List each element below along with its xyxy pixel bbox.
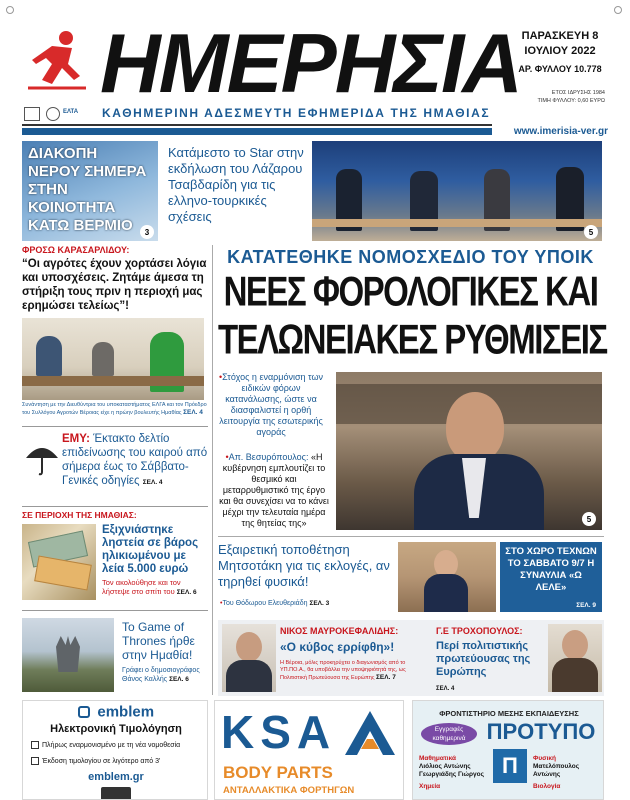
thrones-photo: [22, 618, 114, 692]
main-divider: [218, 536, 604, 537]
mitsotakis-headline[interactable]: Εξαιρετική τοποθέτηση Μητσοτάκη για τις εκλογές, αν τηρηθεί φυσικά!: [218, 542, 390, 589]
protypo-right: [533, 755, 603, 791]
person-silhouette: [36, 336, 62, 376]
weather-block[interactable]: [62, 432, 208, 490]
masthead-price: ΤΙΜΗ ΦΥΛΛΟΥ: 0,60 ΕΥΡΩ: [537, 98, 605, 104]
protypo-badge: Εγγραφές καθημερινά: [421, 723, 477, 745]
weather-text: Έκτακτο δελτίο επιδείνωσης του καιρού από σήμερα έως το Σάββατο-Γενικές οδηγίες: [62, 433, 208, 487]
left-divider: [22, 610, 208, 611]
trochopoulos-headline[interactable]: Περί πολιτιστικής πρωτεύουσας της Ευρώπης: [436, 640, 531, 678]
ksa-line-1: BODY PARTS: [223, 763, 333, 782]
masthead-website: www.imerisia-ver.gr: [513, 126, 608, 137]
main-headline-1[interactable]: ΝΕΕΣ ΦΟΡΟΛΟΓΙΚΕΣ ΚΑΙ: [223, 268, 598, 315]
concert-text: ΣΤΟ ΧΩΡΟ ΤΕΧΝΩΝ ΤΟ ΣΑΒΒΑΤΟ 9/7 Η ΣΥΝΑΥΛΙΑ «Ω ΛΕΛΕ»: [505, 546, 597, 593]
person-silhouette: [92, 342, 114, 376]
main-bullet-1: [218, 372, 324, 438]
teaser-star[interactable]: [162, 141, 310, 241]
farmers-meeting-photo: [22, 318, 204, 400]
person-suit: [226, 660, 272, 692]
main-bullet-2-text: «Η κυβέρνηση εμπλουτίζει το θεσμικό και μεταρρυθμιστικό της έργο και θα συνεχίσει να το κάνει μέχρι την τελευταία ημέρα της θητείας της»: [219, 452, 329, 528]
page-number-badge: 5: [582, 512, 596, 526]
thrones-headline[interactable]: To Game of Thrones ήρθε στην Ημαθία!: [122, 620, 195, 662]
mavrokefalidis-headline[interactable]: «Ο κύβος ερρίφθη»!: [280, 640, 395, 654]
elta-logo: ΕΛΤΑ: [63, 109, 79, 115]
left-divider: [22, 506, 208, 507]
minister-photo: [336, 372, 602, 530]
column-divider: [212, 245, 213, 695]
trochopoulos-name: Γ.Ε ΤΡΟΧΟΠΟΥΛΟΣ:: [436, 626, 523, 636]
masthead-tagline: ΚΑΘΗΜΕΡΙΝΗ ΑΔΕΣΜΕΥΤΗ ΕΦΗΜΕΡΙΔΑ ΤΗΣ ΗΜΑΘΙΑΣ: [102, 106, 491, 120]
masthead-title: ΗΜΕΡΗΣΙΑ: [100, 16, 521, 110]
protypo-right-label-2: Βιολογία: [533, 783, 561, 790]
money-photo: [22, 524, 96, 600]
emblem-ad[interactable]: [22, 700, 208, 800]
robbery-kicker: ΣΕ ΠΕΡΙΟΧΗ ΤΗΣ ΗΜΑΘΙΑΣ:: [22, 510, 137, 520]
left-divider: [22, 426, 208, 427]
masthead-rule-blue: [22, 128, 492, 135]
minister-head: [446, 392, 504, 462]
protypo-bottom-label: Χημεία: [419, 783, 441, 790]
ksa-brand: KSA: [221, 706, 337, 758]
emblem-line-1: [31, 741, 207, 749]
protypo-right-label-1: Φυσική: [533, 755, 556, 762]
farmers-sel: ΣΕΛ. 4: [183, 409, 203, 416]
protypo-header: ΦΡΟΝΤΙΣΤΗΡΙΟ ΜΕΣΗΣ ΕΚΠΑΙΔΕΥΣΗΣ: [439, 709, 579, 718]
emblem-logo-block: [23, 703, 208, 721]
main-bullet-2-label: Απ. Βεσυρόπουλος:: [228, 452, 309, 462]
concert-box[interactable]: [500, 542, 602, 612]
runner-logo-icon: [22, 28, 92, 98]
weather-sel: ΣΕΛ. 4: [142, 479, 163, 486]
farmers-caption: [22, 402, 210, 417]
protypo-logo-icon: Π: [493, 749, 527, 783]
masthead: [0, 0, 630, 140]
main-headline-2[interactable]: ΤΕΛΩΝΕΙΑΚΕΣ ΡΥΘΜΙΣΕΙΣ: [218, 316, 607, 363]
main-bullet-1-text: Στόχος η εναρμόνιση των ειδικών φόρων κατανάλωσης, ώστε να διασφαλιστεί η ορθή λειτουργία της εσωτερικής αγοράς: [219, 372, 323, 437]
thrones-text: Γράφει ο δημοσιογράφος Θάνος Καλλής: [122, 667, 200, 683]
laptop-icon: [101, 787, 131, 800]
weather-label: ΕΜΥ:: [62, 433, 90, 445]
conference-photo: [312, 141, 602, 241]
mavrokefalidis-text-block: [280, 660, 430, 682]
stage-table: [312, 219, 602, 227]
masthead-rule-top: [22, 124, 492, 126]
farmers-author: ΦΡΟΣΩ ΚΑΡΑΣΑΡΛΙΔΟΥ:: [22, 245, 130, 255]
trochopoulos-photo: [548, 624, 602, 692]
person-head: [236, 632, 262, 662]
protypo-right-names-1: Ματελόπουλος Αντώνης: [533, 763, 580, 778]
ksa-ad[interactable]: [214, 700, 404, 800]
ksa-line-2: ΑΝΤΑΛΛΑΚΤΙΚΑ ΦΟΡΤΗΓΩΝ: [223, 785, 355, 796]
masthead-day: ΠΑΡΑΣΚΕΥΗ 8: [521, 30, 599, 42]
protypo-ad[interactable]: [412, 700, 604, 800]
mavrokefalidis-photo: [222, 624, 276, 692]
robbery-text: Τον ακολούθησε και τον λήστεψε στο σπίτι του: [102, 578, 181, 596]
concert-sel: ΣΕΛ. 9: [576, 602, 596, 609]
emblem-line-1-text: Πλήρως εναρμονισμένο με τη νέα νομοθεσία: [42, 741, 181, 749]
main-bullet-2: [218, 452, 330, 529]
farmers-quote[interactable]: “Οι αγρότες έχουν χορτάσει λόγια και υποσχέσεις. Ζητάμε άμεσα τη στήριξη τους πριν η περιοχή μας ερημώσει τελείως”!: [22, 258, 207, 312]
mitsotakis-byline: Του Θόδωρου Ελευθεριάδη: [222, 600, 308, 607]
page-number-badge: 3: [140, 225, 154, 239]
page-number-badge: 5: [584, 225, 598, 239]
masthead-founded: ΕΤΟΣ ΙΔΡΥΣΗΣ 1984: [551, 90, 605, 96]
protypo-left-label: Μαθηματικά: [419, 755, 456, 762]
robbery-text-block: [102, 578, 210, 597]
main-kicker: ΚΑΤΑΤΕΘΗΚΕ ΝΟΜΟΣΧΕΔΙΟ ΤΟΥ ΥΠΟΙΚ: [227, 247, 594, 267]
protypo-left: [419, 755, 491, 791]
robbery-sel: ΣΕΛ. 6: [176, 589, 197, 596]
bullet-marker: •: [219, 372, 223, 382]
checkbox-icon: [31, 757, 39, 765]
person-suit: [424, 574, 468, 612]
robbery-headline[interactable]: Εξιχνιάστηκε ληστεία σε βάρος ηλικιωμένου με λεία 5.000 ευρώ: [102, 524, 199, 575]
emblem-icon: [78, 706, 90, 718]
thrones-sel: ΣΕΛ. 6: [169, 676, 189, 683]
trochopoulos-sel: ΣΕΛ. 4: [436, 686, 455, 692]
person-head: [562, 630, 588, 660]
protypo-brand: ΠΡΟΤΥΠΟ: [486, 719, 596, 744]
mavrokefalidis-sel: ΣΕΛ. 7: [376, 674, 396, 681]
water-teaser-text: ΔΙΑΚΟΠΗ ΝΕΡΟΥ ΣΗΜΕΡΑ ΣΤΗΝ ΚΟΙΝΟΤΗΤΑ ΚΑΤΩ ΒΕΡΜΙΟ: [28, 145, 147, 234]
checkbox-icon: [31, 741, 39, 749]
small-round-logo-icon: [46, 107, 60, 121]
meeting-table: [22, 376, 204, 386]
protypo-left-names: Λιόλιος Αντώνης Γεωργιάδης Γιώργος: [419, 763, 484, 778]
mitsotakis-photo: [398, 542, 496, 612]
banknote: [34, 556, 92, 591]
mavrokefalidis-name: ΝΙΚΟΣ ΜΑΥΡΟΚΕΦΑΛΙΔΗΣ:: [280, 626, 399, 636]
thrones-text-block: [122, 666, 210, 684]
mavrokefalidis-text: Η Βέροια, μόλις προκηρύχτει ο διαγωνισμός από το ΥΠ.ΠΟ.Α., θα υποβάλλει την υποψηφιότητά της, ως Πολιτιστική Πρωτεύουσα της Ευρώπης: [280, 660, 406, 681]
iron-throne-icon: [56, 636, 80, 672]
emblem-url[interactable]: emblem.gr: [88, 771, 144, 783]
star-teaser-text: Κατάμεστο το Star στην εκδήλωση του Λάζαρου Τσαβδαρίδη για τις ελληνο-τουρκικές σχέσεις: [168, 145, 304, 224]
masthead-month-year: ΙΟΥΛΙΟΥ 2022: [524, 45, 596, 57]
mitsotakis-byline-block: [220, 600, 396, 607]
bullet-marker: •: [225, 452, 229, 462]
small-logo-box: [24, 107, 40, 121]
emblem-brand: emblem: [97, 703, 155, 721]
umbrella-icon: [24, 440, 60, 476]
person-suit: [552, 658, 598, 692]
emblem-line-2-text: Έκδοση τιμολογίου σε λιγότερο από 3': [42, 757, 161, 765]
ksa-triangle-icon: [343, 709, 397, 757]
mitsotakis-sel: ΣΕΛ. 3: [309, 600, 330, 607]
bullet-marker: •: [220, 600, 223, 607]
teaser-water[interactable]: [22, 141, 158, 241]
emblem-title: Ηλεκτρονική Τιμολόγηση: [50, 723, 182, 735]
emblem-line-2: [31, 757, 207, 765]
farmers-caption-text: Συνάντηση με την Διευθύντρια του υποκαταστήματος ΕΛΓΑ και τον Πρόεδρο του Συλλόγου Αγροτών Βέροιας είχε η πρώην βουλευτής Ημαθίας: [22, 402, 207, 416]
masthead-issue: ΑΡ. ΦΥΛΛΟΥ 10.778: [518, 64, 602, 74]
